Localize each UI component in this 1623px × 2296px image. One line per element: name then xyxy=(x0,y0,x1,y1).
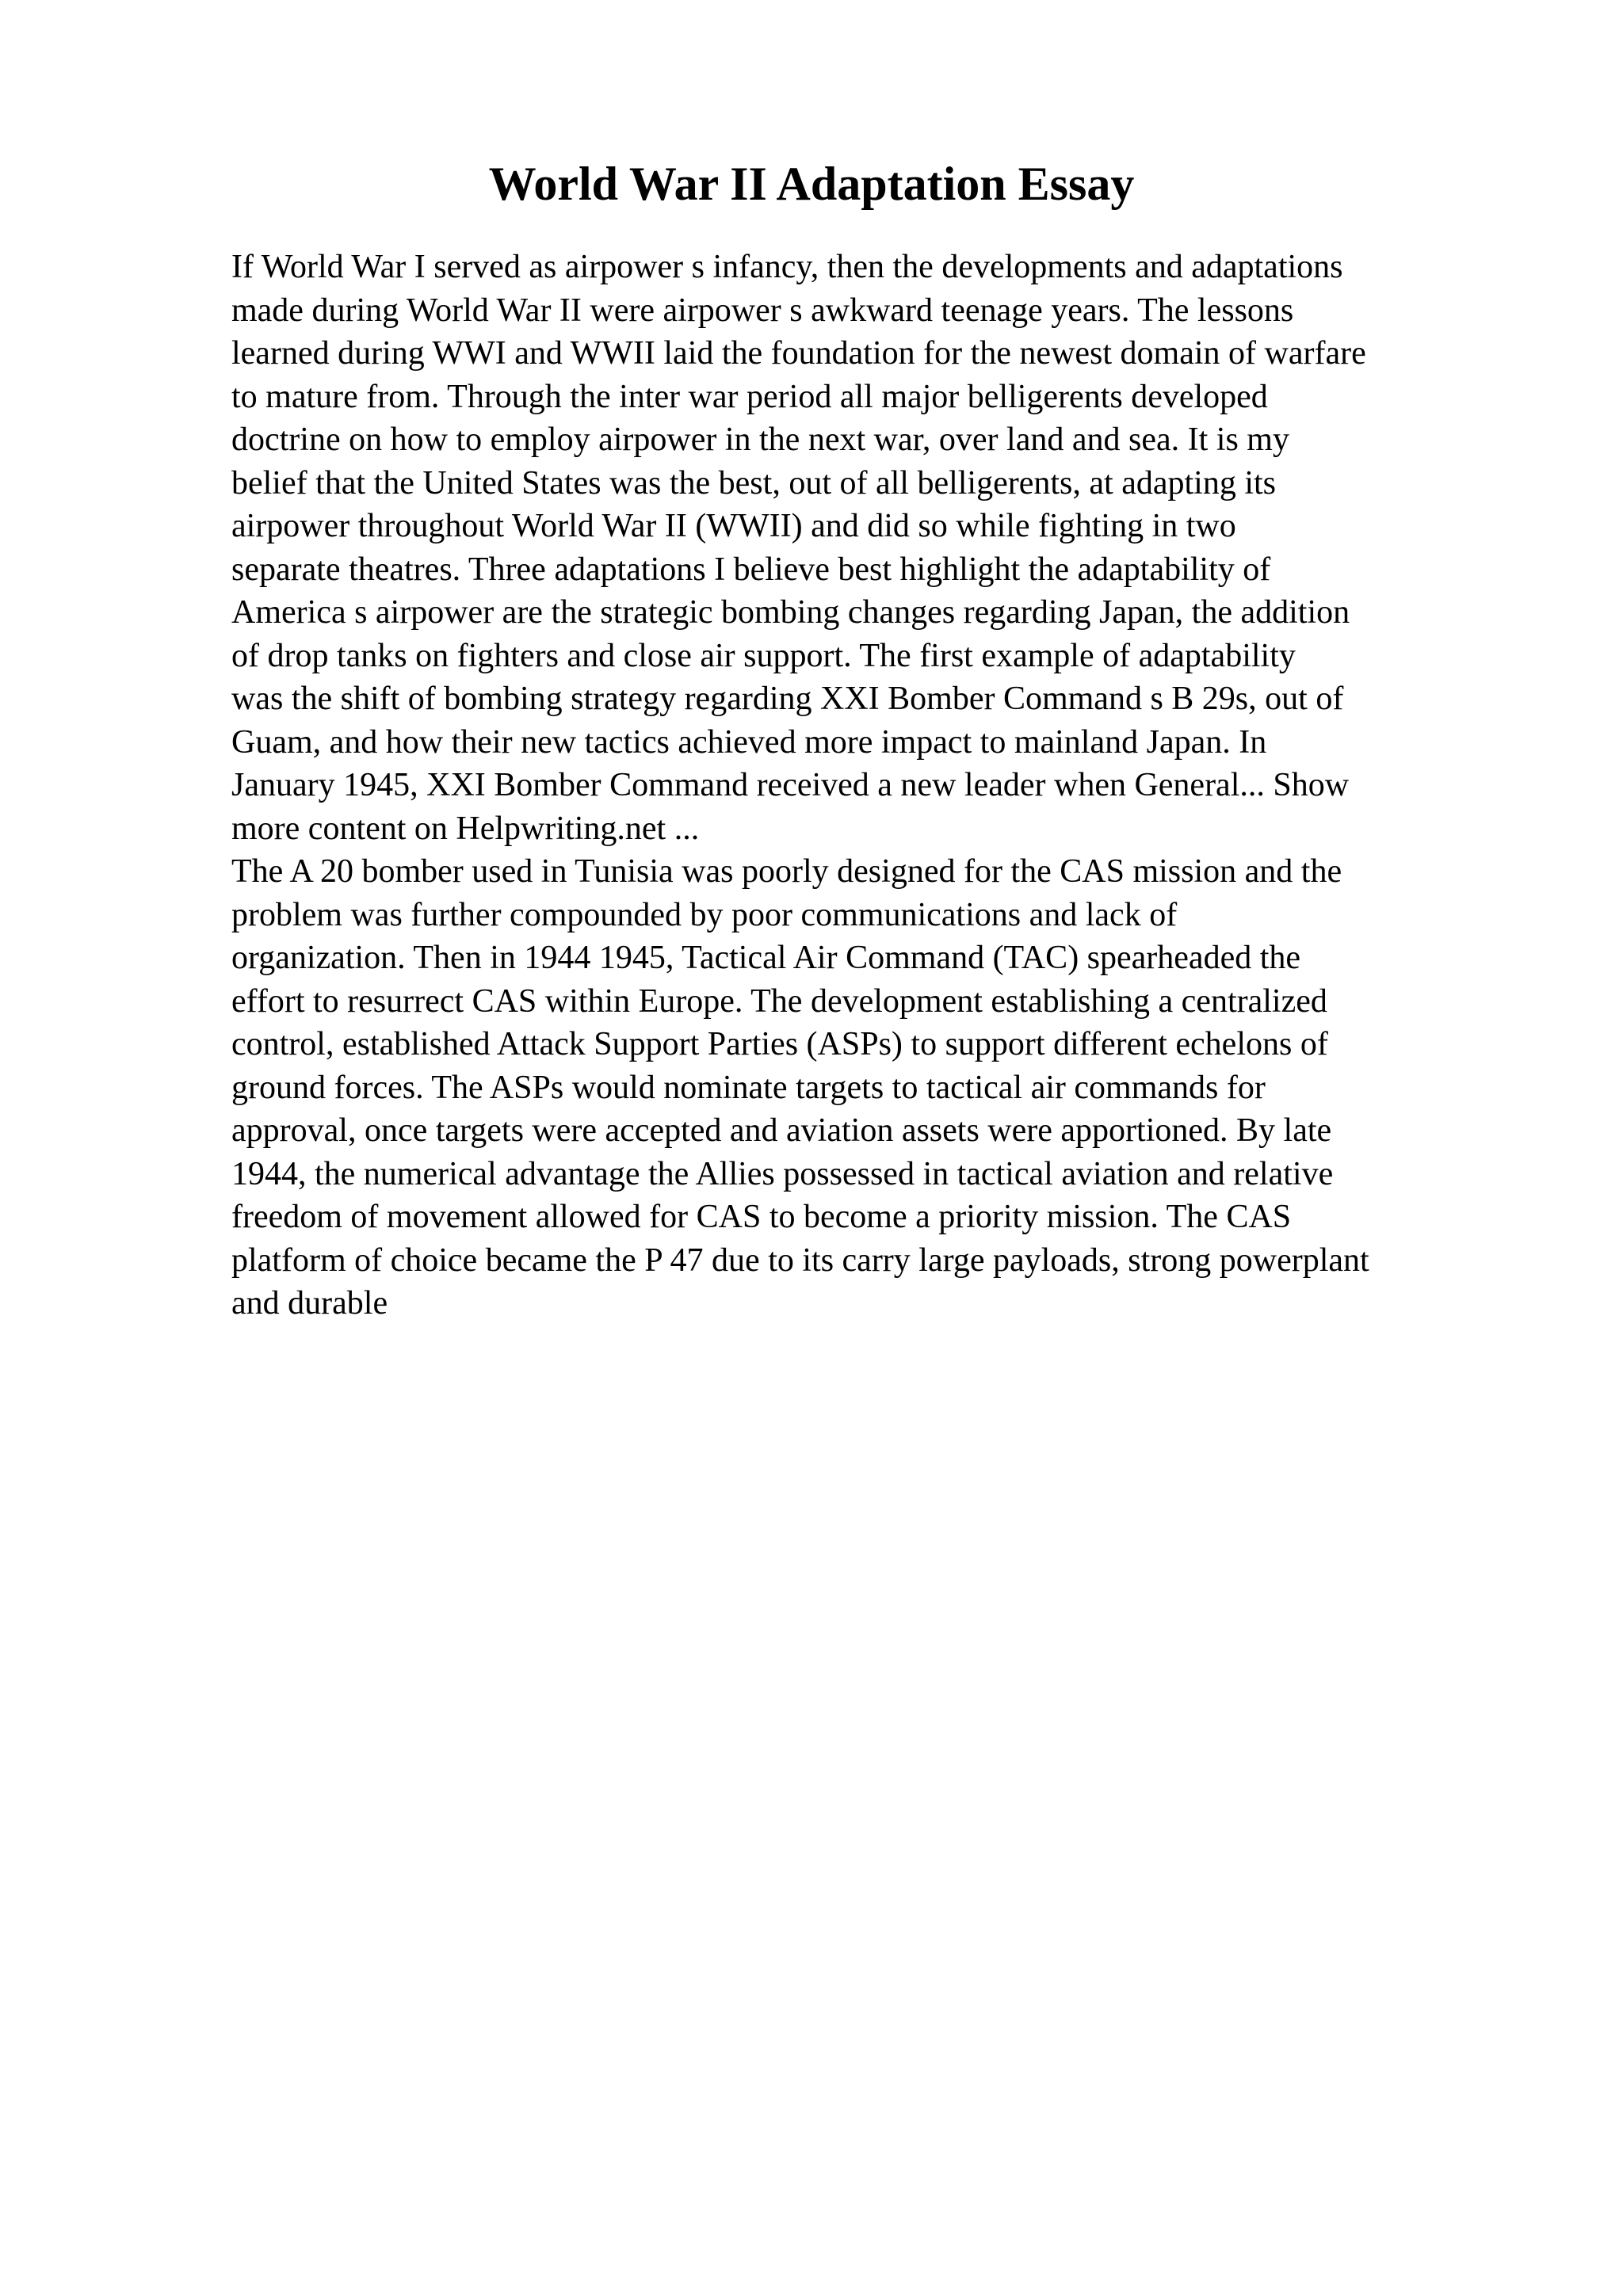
body-line: 1944, the numerical advantage the Allies possessed in tactical aviation and relative xyxy=(231,1155,1334,1192)
body-line: to mature from. Through the inter war period all major belligerents developed xyxy=(231,378,1268,415)
body-line: of drop tanks on fighters and close air support. The first example of adaptability xyxy=(231,637,1296,674)
body-line: January 1945, XXI Bomber Command received a new leader when General... Show xyxy=(231,767,1350,803)
body-line: control, established Attack Support Parties (ASPs) to support different echelons of xyxy=(231,1026,1328,1062)
body-line: made during World War II were airpower s awkward teenage years. The lessons xyxy=(231,292,1294,329)
body-line: problem was further compounded by poor communications and lack of xyxy=(231,896,1178,933)
body-line: learned during WWI and WWII laid the foundation for the newest domain of warfare xyxy=(231,335,1366,372)
body-line: more content on Helpwriting.net ... xyxy=(231,810,700,847)
body-line: doctrine on how to employ airpower in the next war, over land and sea. It is my xyxy=(231,421,1289,458)
document-title: World War II Adaptation Essay xyxy=(488,158,1135,210)
body-line: ground forces. The ASPs would nominate targets to tactical air commands for xyxy=(231,1069,1266,1106)
body-line: America s airpower are the strategic bombing changes regarding Japan, the addition xyxy=(231,594,1350,631)
body-line: Guam, and how their new tactics achieved more impact to mainland Japan. In xyxy=(231,723,1267,761)
body-line: airpower throughout World War II (WWII) and did so while fighting in two xyxy=(231,508,1236,544)
body-line: The A 20 bomber used in Tunisia was poorly designed for the CAS mission and the xyxy=(231,853,1342,890)
document-body xyxy=(231,246,1579,1325)
body-line: platform of choice became the P 47 due to its carry large payloads, strong powerplant xyxy=(231,1241,1369,1279)
body-line: If World War I served as airpower s infancy, then the developments and adaptations xyxy=(231,249,1343,285)
body-line: freedom of movement allowed for CAS to become a priority mission. The CAS xyxy=(231,1199,1292,1235)
body-line: organization. Then in 1944 1945, Tactical Air Command (TAC) spearheaded the xyxy=(231,940,1301,976)
body-line: approval, once targets were accepted and aviation assets were apportioned. By late xyxy=(231,1112,1332,1149)
body-line: belief that the United States was the best, out of all belligerents, at adapting its xyxy=(231,464,1276,502)
body-line: was the shift of bombing strategy regarding XXI Bomber Command s B 29s, out of xyxy=(231,681,1344,717)
body-line: separate theatres. Three adaptations I believe best highlight the adaptability of xyxy=(231,551,1271,588)
body-line: and durable xyxy=(231,1285,388,1322)
body-line: effort to resurrect CAS within Europe. The development establishing a centralized xyxy=(231,982,1327,1020)
